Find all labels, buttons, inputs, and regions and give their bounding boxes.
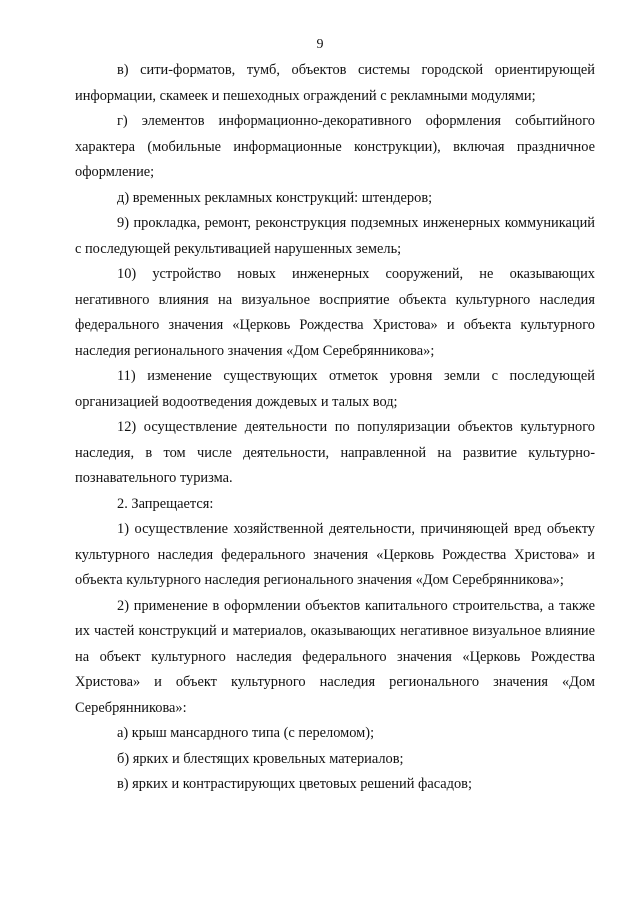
document-body [75,58,595,798]
paragraph-prohibited-b-roofing-materials: б) ярких и блестящих кровельных материалов; [117,750,404,767]
paragraph-item-10-engineering-structures: 10) устройство новых инженерных сооружений, не оказывающих негативного влияния на визуальное восприятие объекта культурного наследия федерального значения «Церковь Рождества Христова» и объекта культурного наследия регионального значения «Дом Серебрянникова»; [75,266,595,359]
paragraph-item-12-popularization: 12) осуществление деятельности по популяризации объектов культурного наследия, в том числе деятельности, направленной на развитие культурно-познавательного туризма. [75,419,595,486]
paragraph-prohibited-a-mansard-roofs: а) крыш мансардного типа (с переломом); [117,725,375,741]
paragraph-item-g-decorative-elements: г) элементов информационно-декоративного оформления событийного характера (мобильные информационные конструкции), включая праздничное оформление; [75,113,595,180]
paragraph-item-v-city-formats: в) сити-форматов, тумб, объектов системы городской ориентирующей информации, скамеек и пешеходных ограждений с рекламными модулями; [75,62,595,104]
paragraph-prohibited-v-facade-colors: в) ярких и контрастирующих цветовых решений фасадов; [117,776,472,792]
paragraph-item-d-temporary-structures: д) временных рекламных конструкций: штендеров; [117,189,433,206]
paragraph-item-9-utilities: 9) прокладка, ремонт, реконструкция подземных инженерных коммуникаций с последующей рекультивацией нарушенных земель; [75,215,595,257]
paragraph-prohibited-2-materials: 2) применение в оформлении объектов капитального строительства, а также их частей конструкций и материалов, оказывающих негативное визуальное влияние на объект культурного наследия федерального значения «Церковь Рождества Христова» и объект культурного наследия регионального значения «Дом Серебрянникова»: [75,597,595,716]
paragraph-item-11-ground-levels: 11) изменение существующих отметок уровня земли с последующей организацией водоотведения дождевых и талых вод; [75,368,595,410]
paragraph-prohibited-1-economic-activity: 1) осуществление хозяйственной деятельности, причиняющей вред объекту культурного наследия федерального значения «Церковь Рождества Христова» и объекта культурного наследия регионального значения «Дом Серебрянникова»; [75,521,595,588]
section-heading-prohibited: 2. Запрещается: [117,495,214,512]
page-number: 9 [316,37,324,52]
